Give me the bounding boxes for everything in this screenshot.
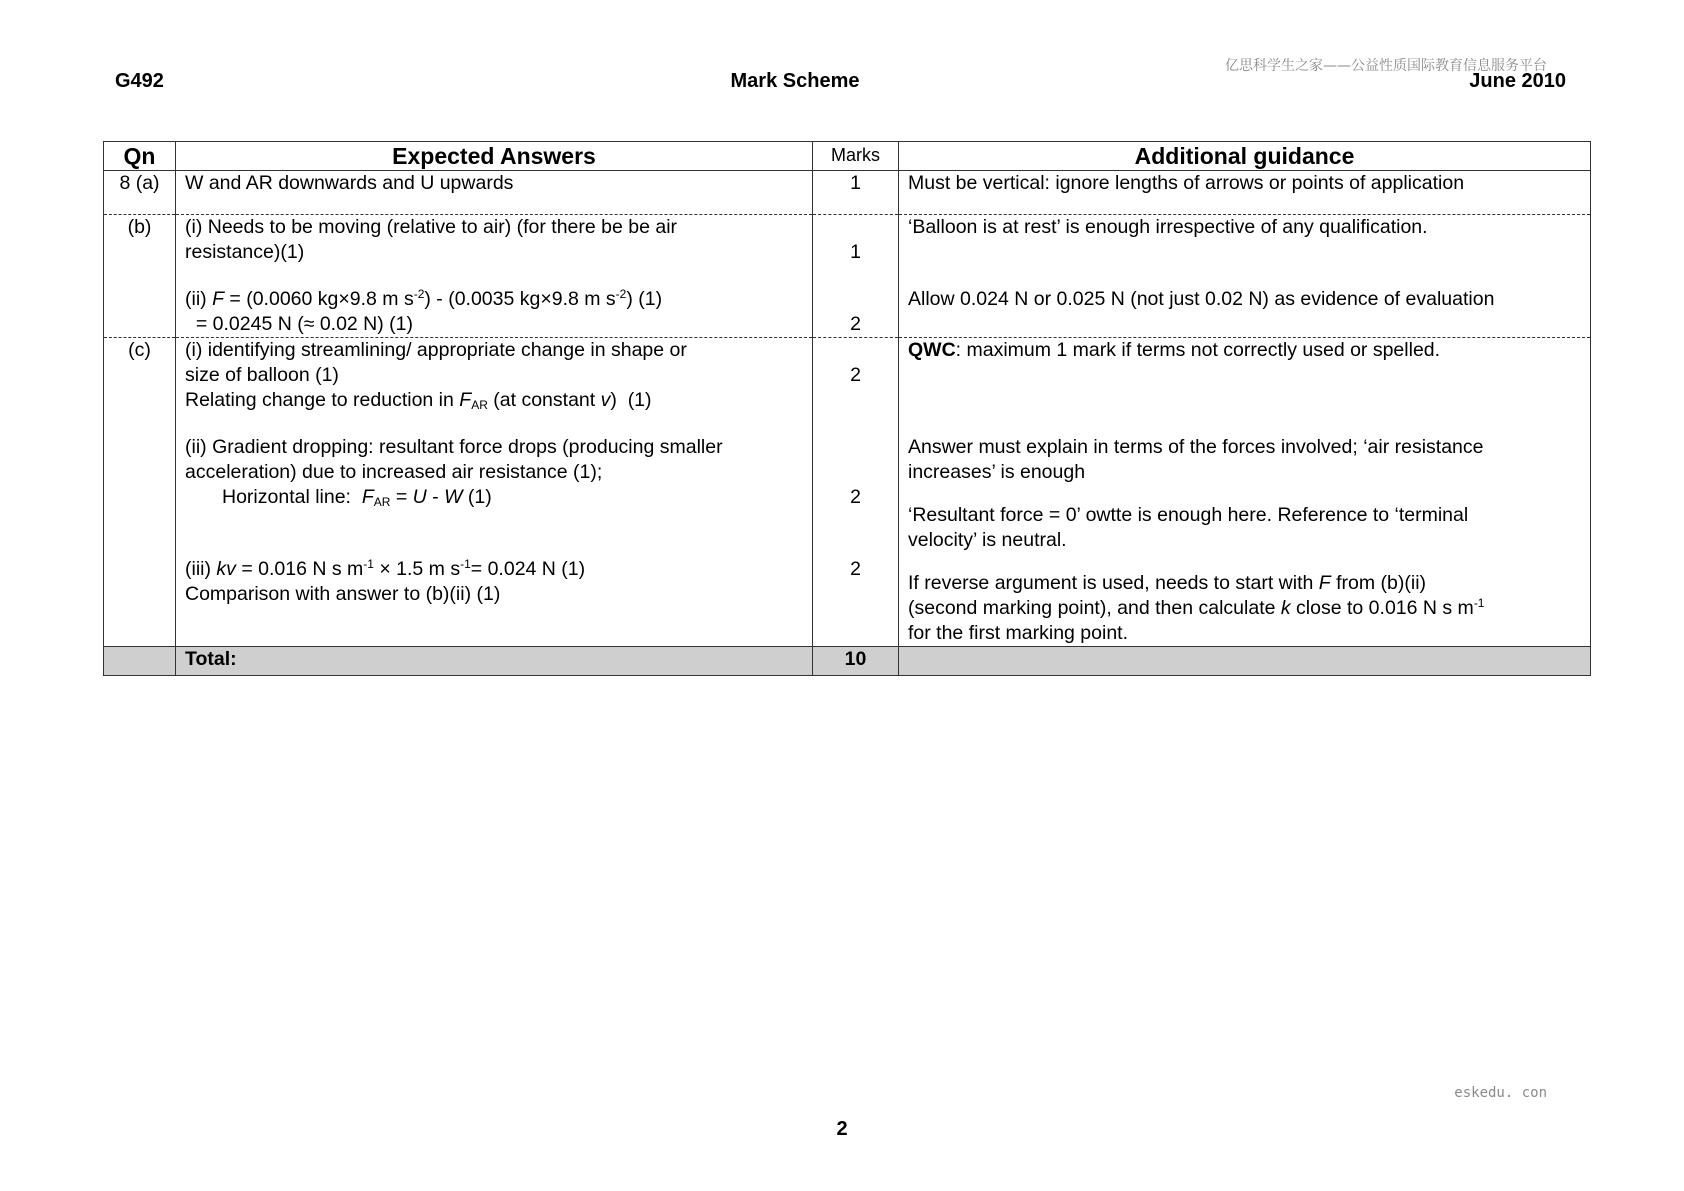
page-number: 2: [836, 1118, 848, 1140]
table-row-8a: [104, 171, 1591, 215]
answer-b-i-line2: resistance)(1): [185, 241, 305, 263]
answer-cell: [176, 338, 813, 647]
guidance-c-ii-1-line1: Answer must explain in terms of the forces involved; ‘air resistance: [908, 436, 1484, 458]
header-expected-answers: Expected Answers: [176, 142, 813, 171]
answer-b-i-line1: (i) Needs to be moving (relative to air) (for there be be air: [185, 216, 678, 238]
marks-b-ii: 2: [850, 313, 861, 335]
qn-cell: (c): [104, 338, 176, 647]
answer-cell: [176, 215, 813, 338]
answer-text: W and AR downwards and U upwards: [185, 172, 514, 194]
marks-c-i: 2: [850, 364, 861, 386]
guidance-c-ii-2-line1: ‘Resultant force = 0’ owtte is enough here. Reference to ‘terminal: [908, 504, 1469, 526]
mark-scheme-table: [103, 141, 1591, 676]
guidance-c-qwc: QWC: maximum 1 mark if terms not correctly used or spelled.: [908, 339, 1441, 361]
document-code: G492: [115, 70, 164, 92]
marks-cell: [813, 338, 899, 647]
marks-c-iii: 2: [850, 558, 861, 580]
table-row-8c: [104, 338, 1591, 647]
table-header-row: [104, 142, 1591, 171]
guidance-c-iii-line1: If reverse argument is used, needs to start with F from (b)(ii): [908, 572, 1427, 594]
marks-cell: 1: [813, 171, 899, 215]
guidance-c-iii-line3: for the first marking point.: [908, 622, 1129, 644]
marks-cell: [813, 215, 899, 338]
answer-c-iii-line2: Comparison with answer to (b)(ii) (1): [185, 583, 501, 605]
answer-c-i-line1: (i) identifying streamlining/ appropriate change in shape or: [185, 339, 687, 361]
header-qn: Qn: [104, 142, 176, 171]
marks-b-i: 1: [850, 241, 861, 263]
watermark-top: 亿思科学生之家——公益性质国际教育信息服务平台: [1225, 58, 1547, 74]
guidance-c-iii-line2: (second marking point), and then calculate k close to 0.016 N s $m^{-1}$: [908, 596, 1485, 619]
watermark-bottom: eskedu. con: [1454, 1085, 1547, 1101]
qn-cell: 8 (a): [104, 171, 176, 215]
guidance-c-ii-2-line2: velocity’ is neutral.: [908, 529, 1067, 551]
answer-c-ii-line2: acceleration) due to increased air resistance (1);: [185, 461, 603, 483]
total-qn-cell: [104, 647, 176, 676]
guidance-cell: [899, 215, 1591, 338]
document-title: Mark Scheme: [730, 70, 860, 92]
answer-c-i-line3: Relating change to reduction in $F_{AR}$ (at constant v) (1): [185, 389, 652, 412]
guidance-b-i: ‘Balloon is at rest’ is enough irrespective of any qualification.: [908, 216, 1428, 238]
total-label: Total:: [176, 647, 813, 676]
document-date: June 2010: [1469, 70, 1566, 92]
total-marks: 10: [813, 647, 899, 676]
qn-cell: (b): [104, 215, 176, 338]
total-guidance-cell: [899, 647, 1591, 676]
guidance-b-ii: Allow 0.024 N or 0.025 N (not just 0.02 N) as evidence of evaluation: [908, 288, 1495, 310]
answer-c-iii-line1: (iii) kv = 0.016 N s $m^{-1} \times 1.5$ m $s^{-1}= 0.024$ N (1): [185, 557, 586, 580]
guidance-cell: [899, 338, 1591, 647]
header-additional-guidance: Additional guidance: [899, 142, 1591, 171]
answer-b-ii-line2: = 0.0245 N (≈ 0.02 N) (1): [185, 313, 414, 335]
table-row-total: [104, 647, 1591, 676]
answer-c-ii-line1: (ii) Gradient dropping: resultant force drops (producing smaller: [185, 436, 723, 458]
table-row-8b: [104, 215, 1591, 338]
answer-b-ii-line1: (ii) F = (0.0060 kg×9.8 m $s^{-2}) - (0.0035$ kg×9.8 m $s^{-2}$) (1): [185, 287, 663, 310]
marks-c-ii: 2: [850, 486, 861, 508]
guidance-c-ii-1-line2: increases’ is enough: [908, 461, 1086, 483]
guidance-cell: Must be vertical: ignore lengths of arrows or points of application: [899, 171, 1591, 215]
header-marks: Marks: [813, 142, 899, 171]
answer-c-i-line2: size of balloon (1): [185, 364, 339, 386]
answer-cell: [176, 171, 813, 215]
answer-c-ii-line3: Horizontal line: $F_{AR} = U - W$ (1): [222, 486, 492, 509]
